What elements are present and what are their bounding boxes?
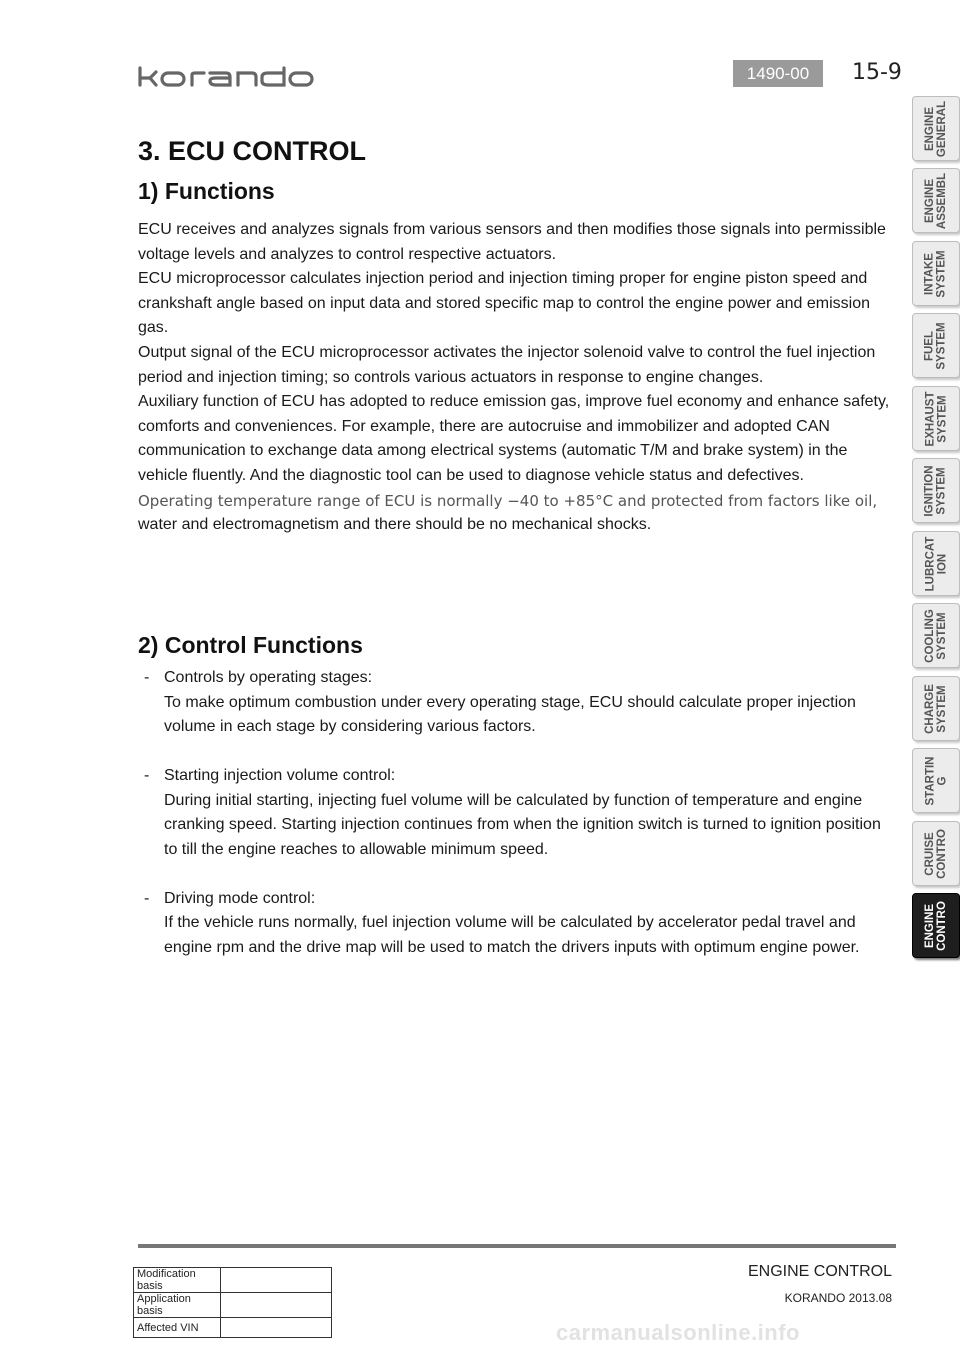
temperature-note-continued: water and electromagnetism and there should be no mechanical shocks. bbox=[138, 516, 652, 534]
modification-table bbox=[133, 1267, 332, 1338]
table-cell-label: Modification basis bbox=[134, 1268, 221, 1293]
table-cell-value bbox=[221, 1268, 332, 1293]
table-cell-label: Application basis bbox=[134, 1293, 221, 1318]
list-item bbox=[138, 887, 890, 961]
table-row bbox=[134, 1318, 332, 1338]
tab-starting[interactable]: STARTIN G bbox=[912, 748, 960, 813]
functions-body bbox=[138, 218, 890, 538]
functions-paragraph: ECU microprocessor calculates injection period and injection timing proper for engine piston speed and crankshaft angle based on input data and stored specific map to control the engine power and emission gas. bbox=[138, 270, 871, 337]
page-number: 15-9 bbox=[852, 60, 902, 85]
control-functions-list bbox=[138, 666, 890, 985]
tab-cruise-control[interactable]: CRUISE CONTRO bbox=[912, 821, 960, 886]
list-item-body: To make optimum combustion under every operating stage, ECU should calculate proper injection volume in each stage by considering various factors. bbox=[164, 693, 856, 735]
table-cell-value bbox=[221, 1318, 332, 1338]
tab-exhaust-system[interactable]: EXHAUST SYSTEM bbox=[912, 386, 960, 451]
list-item bbox=[138, 666, 890, 740]
list-item-body: During initial starting, injecting fuel volume will be calculated by function of temperature and engine cranking speed. Starting injection continues from when the ignition switch is turned to ignition position to till the engine reaches to allowable minimum speed. bbox=[164, 791, 881, 858]
tab-engine-control[interactable]: ENGINE CONTRO bbox=[912, 893, 960, 958]
bullet-dash: - bbox=[144, 669, 150, 686]
tab-engine-general[interactable]: ENGINE GENERAL bbox=[912, 96, 960, 161]
table-cell-label: Affected VIN bbox=[134, 1318, 221, 1338]
korando-logo bbox=[138, 66, 318, 88]
control-functions-heading: 2) Control Functions bbox=[138, 632, 363, 658]
list-item-body: If the vehicle runs normally, fuel injection volume will be calculated by accelerator pedal travel and engine rpm and the drive map will be used to match the drivers inputs with optimum engine power. bbox=[164, 914, 860, 956]
functions-paragraph: Auxiliary function of ECU has adopted to reduce emission gas, improve fuel economy and enhance safety, comforts and conveniences. For example, there are autocruise and immobilizer and adopted CAN communication to exchange data among electrical systems (automatic T/M and brake system) in the vehicle fluently. And the diagnostic tool can be used to diagnose vehicle status and defectives. bbox=[138, 393, 890, 484]
tab-charge-system[interactable]: CHARGE SYSTEM bbox=[912, 676, 960, 741]
tab-intake-system[interactable]: INTAKE SYSTEM bbox=[912, 241, 960, 306]
list-item-heading: Controls by operating stages: bbox=[164, 669, 373, 686]
tab-fuel-system[interactable]: FUEL SYSTEM bbox=[912, 313, 960, 378]
section-title: 3. ECU CONTROL bbox=[138, 136, 367, 166]
section-code-badge: 1490-00 bbox=[733, 60, 823, 87]
tab-ignition-system[interactable]: IGNITION SYSTEM bbox=[912, 458, 960, 523]
watermark: carmanualsonline.info bbox=[556, 1320, 800, 1345]
bullet-dash: - bbox=[144, 767, 150, 784]
tab-lubrication[interactable]: LUBRCAT ION bbox=[912, 531, 960, 596]
tab-engine-assembly[interactable]: ENGINE ASSEMBL bbox=[912, 168, 960, 233]
functions-paragraph: ECU receives and analyzes signals from various sensors and then modifies those signals into permissible voltage levels and analyzes to control respective actuators. bbox=[138, 221, 886, 263]
footer-chapter-title: ENGINE CONTROL bbox=[747, 1263, 892, 1280]
table-cell-value bbox=[221, 1293, 332, 1318]
table-row bbox=[134, 1293, 332, 1318]
footer-divider bbox=[138, 1244, 896, 1248]
list-item bbox=[138, 764, 890, 862]
list-item-heading: Starting injection volume control: bbox=[164, 767, 396, 784]
footer-model-date: KORANDO 2013.08 bbox=[784, 1291, 892, 1305]
list-item-heading: Driving mode control: bbox=[164, 889, 316, 907]
tab-cooling-system[interactable]: COOLING SYSTEM bbox=[912, 603, 960, 668]
functions-paragraph: Output signal of the ECU microprocessor activates the injector solenoid valve to control the fuel injection period and injection timing; so controls various actuators in response to engine changes. bbox=[138, 343, 876, 386]
temperature-note: Operating temperature range of ECU is normally −40 to +85°C and protected from factors like oil, bbox=[138, 491, 878, 510]
table-row bbox=[134, 1268, 332, 1293]
bullet-dash: - bbox=[144, 889, 150, 907]
functions-heading: 1) Functions bbox=[138, 178, 275, 204]
